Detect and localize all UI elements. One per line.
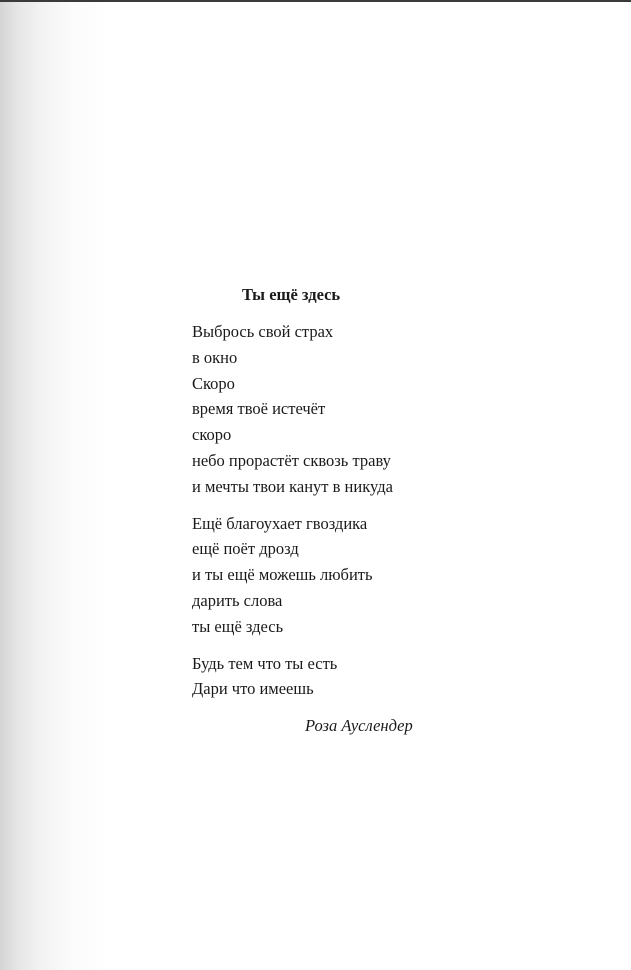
poem-line: ты ещё здесь	[192, 616, 284, 636]
poem-title: Ты ещё здесь	[242, 285, 341, 304]
page-top-edge	[0, 0, 631, 2]
poem-line: время твоё истечёт	[192, 399, 326, 419]
poem-line: небо прорастёт сквозь траву	[192, 450, 391, 470]
poem-line: и мечты твои канут в никуда	[192, 476, 393, 496]
poem	[192, 284, 452, 702]
stanza-3	[192, 651, 452, 703]
poem-line: Ещё благоухает гвоздика	[192, 513, 368, 533]
poem-line: в окно	[192, 347, 238, 367]
poem-line: Дари что имеешь	[192, 679, 314, 699]
poem-line: Скоро	[192, 373, 235, 393]
poem-line: и ты ещё можешь любить	[192, 565, 373, 585]
stanza-1	[192, 319, 452, 500]
stanza-2	[192, 511, 452, 640]
poem-line: дарить слова	[192, 590, 283, 610]
poem-line: Будь тем что ты есть	[192, 653, 338, 673]
poem-line: ещё поёт дрозд	[192, 539, 299, 559]
poem-author: Роза Ауслендер	[305, 716, 413, 735]
poem-line: Выбрось свой страх	[192, 322, 334, 341]
poem-line: скоро	[192, 425, 232, 445]
